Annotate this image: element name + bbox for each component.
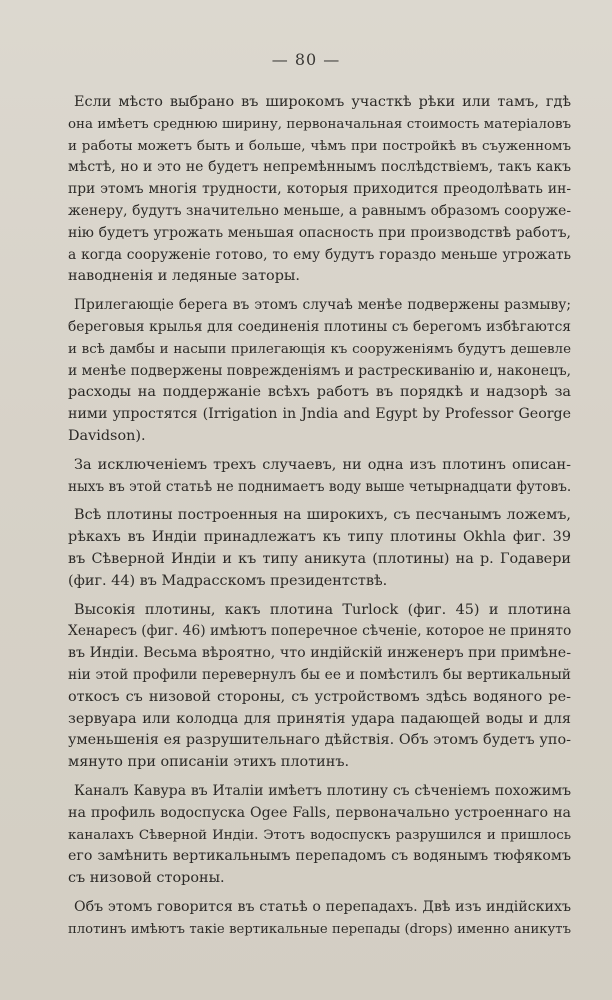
text-line: въ Индіи. Весьма вѣроятно, что индійскій инженеръ при примѣне- [68,645,571,662]
text-line: мѣстѣ, но и это не будетъ непремѣннымъ послѣдствіемъ, такъ какъ [68,159,571,176]
text-line: Каналъ Кавура въ Италіи имѣетъ плотину съ сѣченіемъ похожимъ [74,782,571,799]
paragraph-2 [68,295,571,448]
text-line: а когда сооруженіе готово, то ему будутъ гораздо меньше угрожать [68,246,571,263]
text-line: плотинъ имѣютъ такіе вертикальные перепады (drops) именно аникутъ [68,921,571,937]
text-line: зервуара или колодца для принятія удара падающей воды и для [68,710,571,727]
text-line: откосъ съ низовой стороны, съ устройствомъ здѣсь водяного ре- [68,688,571,705]
text-line: и работы можетъ быть и больше, чѣмъ при постройкѣ въ съуженномъ [68,138,571,154]
text-line: Хенаресъ (фиг. 46) имѣютъ поперечное сѣченіе, которое не принято [68,623,572,640]
text-line: съ низовой стороны. [68,870,225,887]
text-line: и всѣ дамбы и насыпи прилегающія къ сооруженіямъ будутъ дешевле [68,341,571,357]
body-text [68,92,571,947]
text-line: его замѣнить вертикальнымъ перепадомъ съ водянымъ тюфякомъ [68,848,571,865]
text-line: при этомъ многія трудности, которыя приходится преодолѣвать ин- [68,181,571,198]
text-line: Прилегающіе берега въ этомъ случаѣ менѣе подвержены размыву; [74,297,571,314]
page-number: — 80 — [271,50,341,69]
text-line: расходы на поддержаніе всѣхъ работъ въ порядкѣ и надзорѣ за [68,384,571,401]
text-line: Если мѣсто выбрано въ широкомъ участкѣ рѣки или тамъ, гдѣ [74,94,571,110]
text-line: каналахъ Сѣверной Индіи. Этотъ водоспускъ разрушился и пришлось [68,827,571,843]
paragraph-3 [68,455,571,499]
text-line: она имѣетъ среднюю ширину, первоначальная стоимость матеріаловъ [68,116,571,132]
text-line: Объ этомъ говорится въ статьѣ о перепадахъ. Двѣ изъ индійскихъ [74,898,571,915]
text-line: наводненія и ледяные заторы. [68,268,300,285]
text-line: нію будетъ угрожать меньшая опасность при производствѣ работъ, [68,224,571,241]
paragraph-5 [68,600,571,774]
text-line: ними упростятся (Irrigation in Jndia and Egypt by Professor George [68,406,571,423]
paragraph-6 [68,781,571,890]
text-line: на профиль водоспуска Ogee Falls, первоначально устроеннаго на [68,804,571,821]
text-line: ніи этой профили перевернулъ бы ее и помѣстилъ бы вертикальный [68,666,571,683]
text-line: мянуто при описаніи этихъ плотинъ. [68,754,350,771]
paragraph-1 [68,92,571,288]
text-line: рѣкахъ въ Индіи принадлежатъ къ типу плотины Okhla фиг. 39 [68,529,571,546]
paragraph-4 [68,505,571,592]
text-line: За исключеніемъ трехъ случаевъ, ни одна изъ плотинъ описан- [74,456,571,473]
text-line: береговыя крылья для соединенія плотины съ берегомъ избѣгаются [68,318,571,335]
text-line: въ Сѣверной Индіи и къ типу аникута (плотины) на р. Годавери [68,550,571,567]
text-line: женеру, будутъ значительно меньше, а равнымъ образомъ сооруже- [68,202,571,219]
text-line: (фиг. 44) въ Мадрасскомъ президентствѣ. [68,572,388,589]
text-line: и менѣе подвержены поврежденіямъ и растрескиванію и, наконецъ, [68,362,571,379]
text-line: ныхъ въ этой статьѣ не поднимаетъ воду выше четырнадцати футовъ. [68,478,572,495]
paragraph-7 [68,897,571,941]
text-line: Высокія плотины, какъ плотина Turlock (фиг. 45) и плотина [74,601,571,618]
text-line: уменьшенія ея разрушительнаго дѣйствія. Объ этомъ будетъ упо- [68,732,571,749]
text-line: Всѣ плотины построенныя на широкихъ, съ песчанымъ ложемъ, [74,507,571,524]
text-line: Davidson). [68,427,146,444]
